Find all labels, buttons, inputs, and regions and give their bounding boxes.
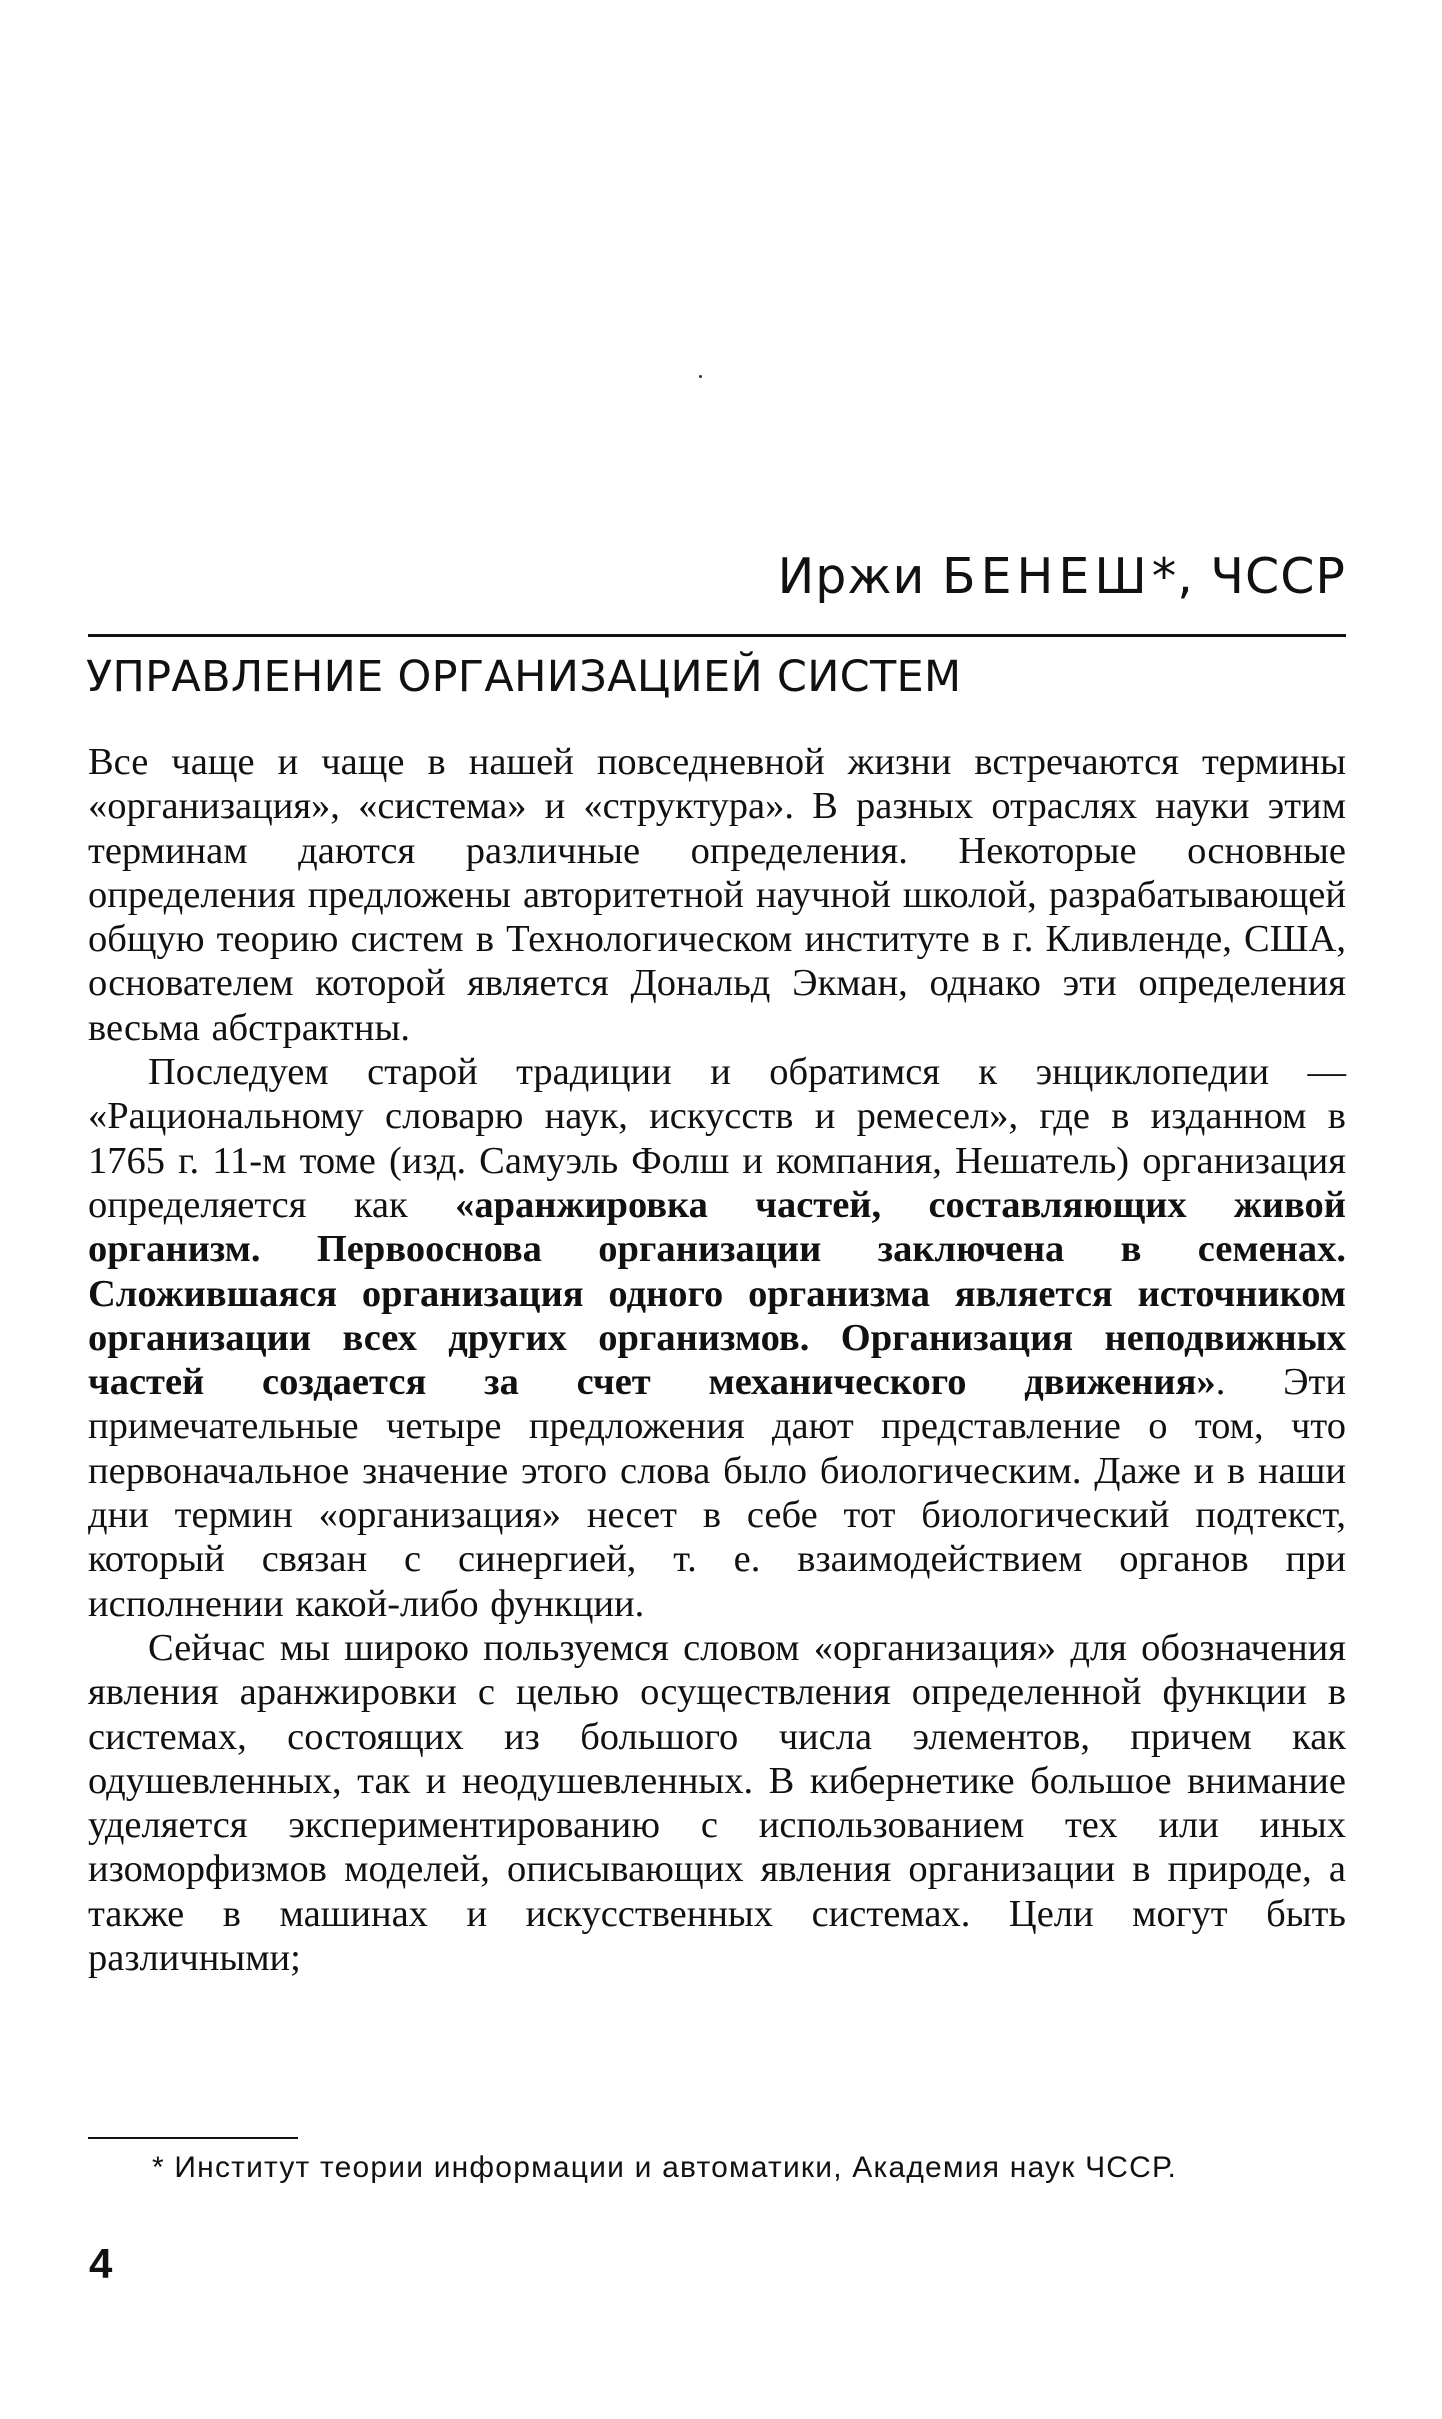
footnote: * Институт теории информации и автоматики, Академия наук ЧССР.	[152, 2151, 1178, 2184]
encyclopedia-quote: «аранжировка частей, составляющих живой организм. Первооснова организации заключена в семенах. Сложившаяся организация одного организма является источником организации всех других организмов. Организация неподвижных частей создается за счет механического движения»	[88, 1183, 1346, 1404]
paragraph-1: Все чаще и чаще в нашей повседневной жизни встречаются термины «организация», «система» и «структура». В разных отраслях науки этим терминам даются различные определения. Некоторые основные определения предложены авторитетной научной школой, разрабатывающей общую теорию систем в Технологическом институте в г. Кливленде, США, основателем которой является Дональд Экман, однако эти определения весьма абстрактны.	[88, 741, 1346, 1049]
paragraph-2-end: . Эти примечательные четыре предложения дают представление о том, что первоначальное значение этого слова было биологическим. Даже и в наши дни термин «организация» несет в себе тот биологический подтекст, который связан с синергией, т. е. взаимодействием органов при исполнении какой-либо функции.	[88, 1361, 1346, 1625]
author-suffix: *, ЧССР	[1151, 548, 1346, 605]
paragraph-2-start: Последуем старой традиции и обратимся к энциклопедии — «Рациональному словарю наук, искусств и ремесел», где в изданном в 1765 г. 11-м томе (изд. Самуэль Фолш и компания, Нешатель) организация определяется как	[88, 1051, 1346, 1226]
article-body	[88, 740, 1346, 1980]
author-name: Иржи	[777, 548, 926, 605]
paragraph-3: Сейчас мы широко пользуемся словом «организация» для обозначения явления аранжировки с целью осуществления определенной функции в системах, состоящих из большого числа элементов, причем как одушевленных, так и неодушевленных. В кибернетике большое внимание уделяется экспериментированию с использованием тех или иных изоморфизмов моделей, описывающих явления организации в природе, а также в машинах и искусственных системах. Цели могут быть различными;	[88, 1626, 1346, 1980]
article-title: УПРАВЛЕНИЕ ОРГАНИЗАЦИЕЙ СИСТЕМ	[86, 652, 962, 702]
author-surname: БЕНЕШ	[941, 548, 1152, 605]
header-rule	[88, 634, 1346, 637]
page-number: 4	[89, 2240, 113, 2287]
paragraph-2	[88, 1050, 1346, 1626]
print-speck	[699, 375, 702, 378]
footnote-rule	[88, 2137, 298, 2139]
author-line	[778, 548, 1346, 605]
